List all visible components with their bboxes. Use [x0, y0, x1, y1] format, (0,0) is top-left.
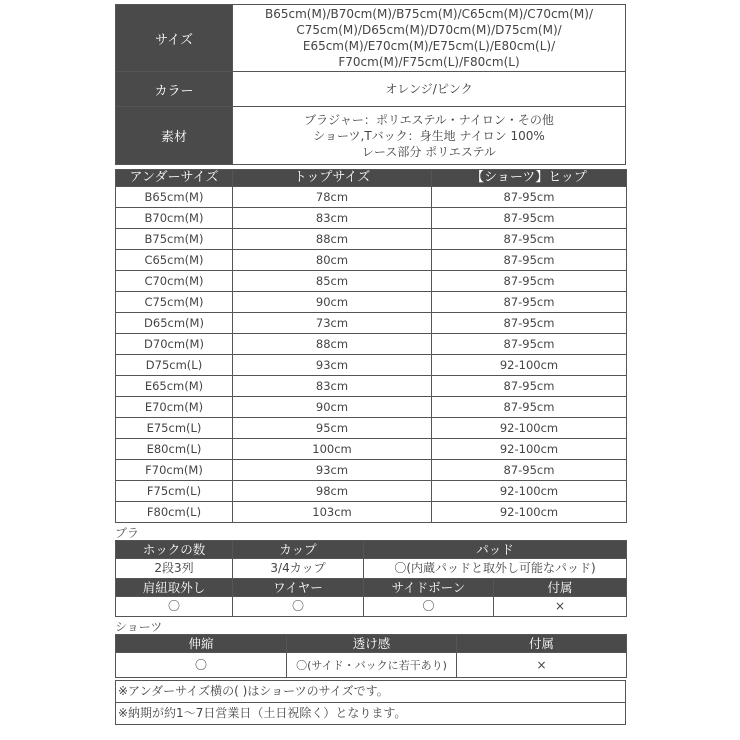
size-row	[116, 208, 627, 229]
size-row	[116, 481, 627, 502]
spec-color-value: オレンジ/ピンク	[233, 72, 626, 107]
header-cup: カップ	[233, 541, 364, 559]
spec-material-label: 素材	[116, 107, 233, 165]
hip-cell: 87-95cm	[432, 292, 627, 313]
top-size-cell: 103cm	[233, 502, 432, 523]
top-size-cell: 78cm	[233, 187, 432, 208]
header-wire: ワイヤー	[233, 579, 364, 597]
under-size-cell: F70cm(M)	[116, 460, 233, 481]
hip-cell: 92-100cm	[432, 481, 627, 502]
under-size-cell: F80cm(L)	[116, 502, 233, 523]
header-transparency: 透け感	[287, 635, 457, 653]
under-size-cell: E80cm(L)	[116, 439, 233, 460]
top-size-cell: 80cm	[233, 250, 432, 271]
value-wire: 〇	[233, 597, 364, 617]
value-cup: 3/4カップ	[233, 559, 364, 579]
value-accessories: ×	[494, 597, 627, 617]
material-line: ブラジャー：ポリエステル・ナイロン・その他	[304, 112, 554, 127]
header-stretch: 伸縮	[116, 635, 287, 653]
header-strap-removable: 肩紐取外し	[116, 579, 233, 597]
size-row	[116, 418, 627, 439]
top-size-cell: 93cm	[233, 460, 432, 481]
under-size-cell: B70cm(M)	[116, 208, 233, 229]
hip-cell: 87-95cm	[432, 250, 627, 271]
under-size-cell: D75cm(L)	[116, 355, 233, 376]
size-line: E65cm(M)/E70cm(M)/E75cm(L)/E80cm(L)/	[302, 39, 556, 53]
shorts-value-row	[116, 653, 627, 678]
size-row	[116, 376, 627, 397]
hip-cell: 87-95cm	[432, 397, 627, 418]
top-size-cell: 100cm	[233, 439, 432, 460]
bra-header-row-2	[116, 579, 627, 597]
spec-size-label: サイズ	[116, 5, 233, 72]
under-size-cell: E70cm(M)	[116, 397, 233, 418]
size-row	[116, 187, 627, 208]
hip-cell: 87-95cm	[432, 334, 627, 355]
value-hooks: 2段3列	[116, 559, 233, 579]
under-size-cell: C70cm(M)	[116, 271, 233, 292]
hip-cell: 87-95cm	[432, 376, 627, 397]
under-size-cell: B75cm(M)	[116, 229, 233, 250]
header-accessories: 付属	[494, 579, 627, 597]
spec-row-material	[116, 107, 626, 165]
bra-value-row-1	[116, 559, 627, 579]
top-size-cell: 93cm	[233, 355, 432, 376]
value-strap-removable: 〇	[116, 597, 233, 617]
top-size-cell: 73cm	[233, 313, 432, 334]
hip-cell: 87-95cm	[432, 187, 627, 208]
spec-color-label: カラー	[116, 72, 233, 107]
spec-row-size	[116, 5, 626, 72]
material-line: レース部分 ポリエステル	[361, 144, 497, 159]
value-shorts-accessories: ×	[457, 653, 627, 678]
under-size-cell: D70cm(M)	[116, 334, 233, 355]
top-size-cell: 95cm	[233, 418, 432, 439]
spec-material-value	[233, 107, 626, 165]
bra-header-row-1	[116, 541, 627, 559]
header-hip: 【ショーツ】ヒップ	[432, 170, 627, 187]
top-size-cell: 85cm	[233, 271, 432, 292]
under-size-cell: B65cm(M)	[116, 187, 233, 208]
under-size-cell: E65cm(M)	[116, 376, 233, 397]
hip-cell: 92-100cm	[432, 355, 627, 376]
shorts-table	[115, 634, 627, 678]
size-table	[115, 169, 627, 523]
size-row	[116, 292, 627, 313]
material-line: ショーツ,Tバック：身生地 ナイロン 100%	[313, 128, 545, 143]
bra-value-row-2	[116, 597, 627, 617]
header-pad: パッド	[364, 541, 627, 559]
under-size-cell: E75cm(L)	[116, 418, 233, 439]
note-delivery: ※納期が約1～7日営業日（土日祝除く）となります。	[115, 703, 626, 725]
size-row	[116, 355, 627, 376]
spec-table	[115, 4, 626, 165]
hip-cell: 87-95cm	[432, 229, 627, 250]
note-size-parentheses: ※アンダーサイズ横の( )はショーツのサイズです。	[115, 680, 626, 703]
header-top-size: トップサイズ	[233, 170, 432, 187]
header-under-size: アンダーサイズ	[116, 170, 233, 187]
bra-section-label: ブラ	[115, 526, 140, 540]
hip-cell: 87-95cm	[432, 208, 627, 229]
top-size-cell: 88cm	[233, 334, 432, 355]
size-row	[116, 439, 627, 460]
size-row	[116, 397, 627, 418]
under-size-cell: C65cm(M)	[116, 250, 233, 271]
top-size-cell: 90cm	[233, 397, 432, 418]
top-size-cell: 90cm	[233, 292, 432, 313]
size-line: F70cm(M)/F75cm(L)/F80cm(L)	[338, 55, 520, 69]
under-size-cell: C75cm(M)	[116, 292, 233, 313]
size-row	[116, 313, 627, 334]
size-row	[116, 271, 627, 292]
size-line: B65cm(M)/B70cm(M)/B75cm(M)/C65cm(M)/C70cm(M)/	[264, 7, 594, 21]
value-stretch: 〇	[116, 653, 287, 678]
under-size-cell: F75cm(L)	[116, 481, 233, 502]
value-transparency: 〇(サイド・バックに若干あり)	[287, 653, 457, 678]
size-row	[116, 334, 627, 355]
top-size-cell: 88cm	[233, 229, 432, 250]
size-row	[116, 460, 627, 481]
size-row	[116, 250, 627, 271]
size-line: C75cm(M)/D65cm(M)/D70cm(M)/D75cm(M)/	[296, 23, 562, 37]
top-size-cell: 83cm	[233, 376, 432, 397]
size-table-header	[116, 170, 627, 187]
header-side-bone: サイドボーン	[364, 579, 494, 597]
under-size-cell: D65cm(M)	[116, 313, 233, 334]
bra-table	[115, 540, 627, 617]
shorts-header-row	[116, 635, 627, 653]
hip-cell: 92-100cm	[432, 502, 627, 523]
product-spec-sheet	[115, 4, 626, 725]
hip-cell: 87-95cm	[432, 460, 627, 481]
value-pad: 〇(内蔵パッドと取外し可能なパッド)	[364, 559, 627, 579]
size-row	[116, 502, 627, 523]
header-shorts-accessories: 付属	[457, 635, 627, 653]
top-size-cell: 83cm	[233, 208, 432, 229]
top-size-cell: 98cm	[233, 481, 432, 502]
size-table-body	[116, 187, 627, 523]
shorts-section-label: ショーツ	[115, 620, 163, 634]
hip-cell: 92-100cm	[432, 418, 627, 439]
hip-cell: 87-95cm	[432, 271, 627, 292]
hip-cell: 87-95cm	[432, 313, 627, 334]
value-side-bone: 〇	[364, 597, 494, 617]
hip-cell: 92-100cm	[432, 439, 627, 460]
spec-size-value	[233, 5, 626, 72]
spec-row-color	[116, 72, 626, 107]
size-row	[116, 229, 627, 250]
header-hooks: ホックの数	[116, 541, 233, 559]
